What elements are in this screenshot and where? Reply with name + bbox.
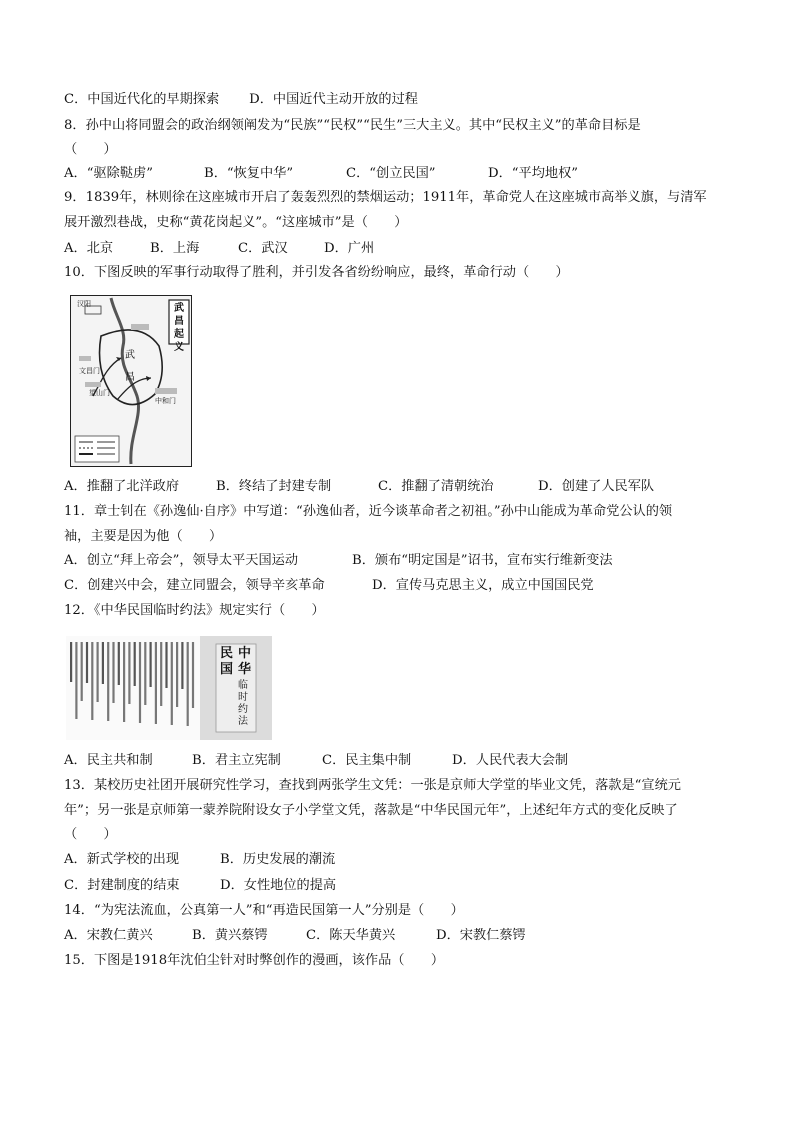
q13-option-a: A．新式学校的出现 <box>64 852 180 867</box>
q12-option-a: A．民主共和制 <box>64 753 153 768</box>
text-column <box>97 642 99 702</box>
q10-option-a: A．推翻了北洋政府 <box>64 479 180 494</box>
q8-options <box>64 165 578 183</box>
q14-stem: 14．“为宪法流血，公真第一人”和“再造民国第一人”分别是（ ） <box>64 903 464 918</box>
q13-options-cd <box>64 877 336 895</box>
cover-title-col2: 民国 <box>220 646 234 677</box>
wuchang-uprising-map <box>70 295 192 467</box>
text-column <box>112 642 114 703</box>
q14-options <box>64 927 526 945</box>
q14-option-b: B．黄兴蔡锷 <box>192 928 268 943</box>
q8-option-d: D．“平均地权” <box>488 166 578 181</box>
q13-stem-line3: （ ） <box>64 827 117 842</box>
map-label-gate-3: 中和门 <box>155 397 176 405</box>
q8-stem-line1: 8．孙中山将同盟会的政治纲领阐发为“民族”“民权”“民生”三大主义。其中“民权主义”的革命目标是 <box>64 118 641 133</box>
q15-stem: 15．下图是1918年沈伯尘针对时弊创作的漫画，该作品（ ） <box>64 953 445 968</box>
q11-option-b: B．颁布“明定国是”诏书，宣布实行维新变法 <box>352 553 613 568</box>
map-label-gate-1: 文昌门 <box>79 367 100 375</box>
q9-stem-line2: 展开激烈巷战，史称“黄花岗起义”。“这座城市”是（ ） <box>64 215 408 230</box>
q13-option-c: C．封建制度的结束 <box>64 878 180 893</box>
q8-option-a: A．“驱除鞑虏” <box>64 166 153 181</box>
text-column <box>81 642 83 701</box>
text-column <box>171 642 173 725</box>
q14-option-d: D．宋教仁蔡锷 <box>436 928 526 943</box>
text-column <box>150 642 152 687</box>
cover-title-col1: 中华 <box>238 646 252 677</box>
q10-option-b: B．终结了封建专制 <box>216 479 332 494</box>
q8-option-c: C．“创立民国” <box>346 166 436 181</box>
map-mark <box>131 324 149 330</box>
q11-options-cd <box>64 577 594 595</box>
q11-stem-line1: 11．章士钊在《孙逸仙·自序》中写道：“孙逸仙者，近今谈革命者之初祖。”孙中山能成为革命党公认的领 <box>64 504 673 519</box>
text-column <box>70 642 72 682</box>
q8-option-b: B．“恢复中华” <box>204 166 294 181</box>
text-column <box>123 642 125 722</box>
q9-option-b: B．上海 <box>150 241 200 256</box>
q11-option-a: A．创立“拜上帝会”，领导太平天国运动 <box>64 553 299 568</box>
text-column <box>102 642 104 684</box>
cover-subtitle: 临时约法 <box>238 680 248 727</box>
q12-option-b: B．君主立宪制 <box>192 753 281 768</box>
q9-option-c: C．武汉 <box>238 241 288 256</box>
q10-option-d: D．创建了人民军队 <box>538 479 655 494</box>
text-column <box>86 642 88 683</box>
q7-options <box>64 91 418 109</box>
q13-stem-line1: 13．某校历史社团开展研究性学习，查找到两张学生文凭：一张是京师大学堂的毕业文凭，落款是“宣统元 <box>64 778 681 793</box>
text-column <box>187 642 189 726</box>
provisional-constitution-image <box>66 636 272 740</box>
text-column <box>128 642 130 704</box>
map-mark <box>155 388 177 394</box>
text-column <box>107 642 109 721</box>
text-column <box>91 642 93 720</box>
text-column <box>176 642 178 707</box>
text-column <box>181 642 183 689</box>
map-mark <box>79 356 91 361</box>
text-column <box>118 642 120 685</box>
q10-options <box>64 478 654 496</box>
map-label-wu: 武 <box>125 350 135 361</box>
q10-stem: 10．下图反映的军事行动取得了胜利，并引发各省纷纷响应，最终，革命行动（ ） <box>64 265 569 280</box>
q12-option-c: C．民主集中制 <box>322 753 412 768</box>
q14-option-a: A．宋教仁黄兴 <box>64 928 153 943</box>
q12-options <box>64 752 568 770</box>
q13-option-d: D．女性地位的提高 <box>220 878 337 893</box>
q13-options-ab <box>64 851 335 869</box>
text-column <box>165 642 167 688</box>
text-column <box>155 642 157 724</box>
q11-stem-line2: 袖，主要是因为他（ ） <box>64 529 223 544</box>
text-column <box>192 642 194 708</box>
text-column <box>160 642 162 706</box>
q11-option-d: D．宣传马克思主义，成立中国国民党 <box>372 578 594 593</box>
map-label-chang: 昌 <box>125 372 135 383</box>
q9-stem-line1: 9．1839年，林则徐在这座城市开启了轰轰烈烈的禁烟运动；1911年，革命党人在这座城市高举义旗，与清军 <box>64 190 707 205</box>
q9-option-a: A．北京 <box>64 241 114 256</box>
q13-stem-line2: 年”；另一张是京师第一蒙养院附设女子小学堂文凭，落款是“中华民国元年”，上述纪年方式的变化反映了 <box>64 803 678 818</box>
text-column <box>144 642 146 705</box>
map-mark <box>85 382 101 387</box>
q12-option-d: D．人民代表大会制 <box>452 753 569 768</box>
map-label-hanyang: 汉阳 <box>77 300 91 308</box>
q13-option-b: B．历史发展的潮流 <box>220 852 336 867</box>
q8-stem-line2: （ ） <box>64 142 117 157</box>
map-label-gate-2: 望山门 <box>89 389 110 397</box>
q7-option-c: C．中国近代化的早期探索 <box>64 92 220 107</box>
q9-option-d: D．广州 <box>324 241 375 256</box>
q11-option-c: C．创建兴中会，建立同盟会，领导辛亥革命 <box>64 578 325 593</box>
q11-options-ab <box>64 552 613 570</box>
text-column <box>75 642 77 719</box>
map-title: 武昌起义 <box>174 303 184 353</box>
text-column <box>134 642 136 686</box>
q10-option-c: C．推翻了清朝统治 <box>378 479 494 494</box>
text-column <box>139 642 141 723</box>
q14-option-c: C．陈天华黄兴 <box>306 928 396 943</box>
q12-stem: 12．《中华民国临时约法》规定实行（ ） <box>64 603 325 618</box>
q9-options <box>64 240 374 258</box>
q7-option-d: D．中国近代主动开放的过程 <box>249 92 418 107</box>
